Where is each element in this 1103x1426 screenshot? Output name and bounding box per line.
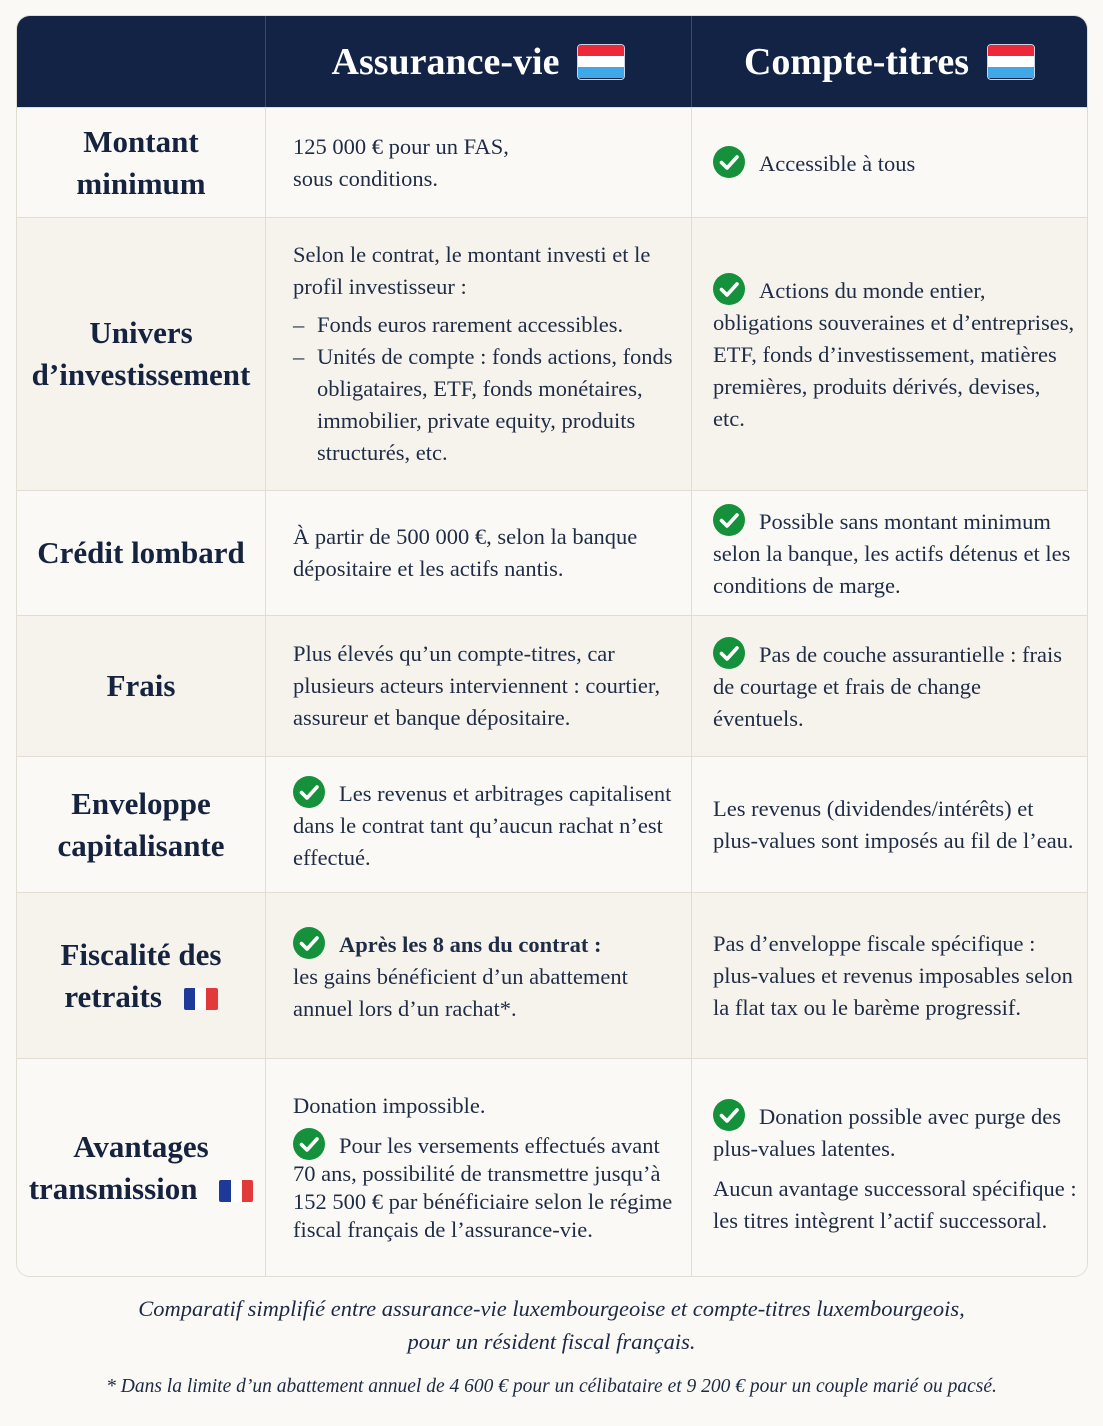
cell-enveloppe-compte-titres <box>691 756 1087 892</box>
cell-text: Plus élevés qu’un compte-titres, car plusieurs acteurs interviennent : courtier, assureur et banque dépositaire. <box>293 641 661 730</box>
table-caption <box>0 1292 1103 1358</box>
cell-text: Pas de couche assurantielle : frais de courtage et frais de change éventuels. <box>713 642 1063 731</box>
row-label-avantages-transmission <box>17 1058 265 1276</box>
france-flag-icon <box>184 988 218 1010</box>
cell-text: Accessible à tous <box>759 150 916 176</box>
cell-text: Les revenus et arbitrages capitalisent dans le contrat tant qu’aucun rachat n’est effectué. <box>293 780 672 870</box>
cell-enveloppe-assurance-vie <box>265 756 691 892</box>
check-circle-icon <box>713 504 745 536</box>
cell-transmission-compte-titres <box>691 1058 1087 1276</box>
check-circle-icon <box>713 1099 745 1131</box>
check-circle-icon <box>293 1128 325 1160</box>
row-label-text: Montant minimum <box>76 123 206 201</box>
cell-bold-text: Après les 8 ans du contrat : <box>339 931 602 957</box>
comparison-table <box>16 15 1088 1277</box>
luxembourg-flag-icon <box>577 44 625 80</box>
row-label-line: retraits <box>64 978 162 1014</box>
cell-text: Pour les versements effectués avant 70 ans, possibilité de transmettre jusqu’à 152 500 € par bénéficiaire selon le régime fiscal français de l’assurance-vie. <box>293 1132 673 1242</box>
cell-text: Donation possible avec purge des plus-values latentes. <box>713 1103 1062 1161</box>
row-label-line: d’investissement <box>31 357 251 392</box>
header-assurance-vie <box>265 16 691 107</box>
cell-intro-text: Donation impossible. <box>293 1092 486 1118</box>
list-item: – Unités de compte : fonds actions, fonds obligataires, ETF, fonds monétaires, immobilier, private equity, produits structurés, etc. <box>293 341 677 469</box>
row-label-line: capitalisante <box>57 827 225 863</box>
row-label-credit-lombard <box>17 490 265 615</box>
footnote: * Dans la limite d’un abattement annuel de 4 600 € pour un célibataire et 9 200 € pour un couple marié ou pacsé. <box>106 1376 997 1397</box>
cell-montant-minimum-assurance-vie <box>265 107 691 217</box>
cell-extra-text: Aucun avantage successoral spécifique : les titres intègrent l’actif successoral. <box>713 1175 1077 1233</box>
cell-frais-compte-titres <box>691 615 1087 756</box>
cell-text: les gains bénéficient d’un abattement annuel lors d’un rachat*. <box>293 963 628 1021</box>
caption-line: pour un résident fiscal français. <box>407 1329 696 1354</box>
cell-text: Actions du monde entier, obligations souveraines et d’entreprises, ETF, fonds d’investissement, matières premières, produits dérivés, devises, etc. <box>713 278 1075 431</box>
header-compte-titres <box>691 16 1087 107</box>
row-label-enveloppe-capitalisante <box>17 756 265 892</box>
row-label-line: transmission <box>28 1170 198 1206</box>
cell-text: Les revenus (dividendes/intérêts) et plus-values sont imposés au fil de l’eau. <box>713 795 1074 853</box>
cell-text-line: sous conditions. <box>293 165 439 191</box>
row-label-line: Enveloppe <box>71 785 211 821</box>
cell-fiscalite-assurance-vie <box>265 892 691 1058</box>
cell-fiscalite-compte-titres <box>691 892 1087 1058</box>
row-label-text: Crédit lombard <box>37 535 245 570</box>
row-label-line: Univers <box>89 315 193 350</box>
check-circle-icon <box>293 927 325 959</box>
caption-line: Comparatif simplifié entre assurance-vie luxembourgeoise et compte-titres luxembourgeois, <box>138 1296 965 1321</box>
header-title-compte-titres: Compte-titres <box>743 40 970 83</box>
cell-intro-text: Selon le contrat, le montant investi et le profil investisseur : <box>293 242 651 299</box>
cell-univers-assurance-vie <box>265 217 691 490</box>
cell-credit-lombard-assurance-vie <box>265 490 691 615</box>
list-item: – Fonds euros rarement accessibles. <box>293 309 677 341</box>
row-label-line: Avantages <box>73 1128 209 1164</box>
header-title-assurance-vie: Assurance-vie <box>331 40 560 83</box>
check-circle-icon <box>293 776 325 808</box>
cell-univers-compte-titres <box>691 217 1087 490</box>
cell-frais-assurance-vie <box>265 615 691 756</box>
france-flag-icon <box>219 1180 253 1202</box>
comparison-grid <box>17 16 1087 1276</box>
header-empty-cell <box>17 16 265 107</box>
row-label-line: Fiscalité des <box>60 936 222 972</box>
cell-credit-lombard-compte-titres <box>691 490 1087 615</box>
luxembourg-flag-icon <box>987 44 1035 80</box>
row-label-montant-minimum <box>17 107 265 217</box>
check-circle-icon <box>713 146 745 178</box>
cell-transmission-assurance-vie <box>265 1058 691 1276</box>
check-circle-icon <box>713 637 745 669</box>
row-label-fiscalite-retraits <box>17 892 265 1058</box>
check-circle-icon <box>713 273 745 305</box>
cell-text: Pas d’enveloppe fiscale spécifique : plus-values et revenus imposables selon la flat tax ou le barème progressif. <box>713 930 1073 1020</box>
row-label-frais <box>17 615 265 756</box>
row-label-univers-investissement <box>17 217 265 490</box>
cell-montant-minimum-compte-titres <box>691 107 1087 217</box>
row-label-text: Frais <box>106 668 176 703</box>
cell-text: Possible sans montant minimum selon la banque, les actifs détenus et les conditions de marge. <box>713 509 1071 598</box>
bullet-list <box>293 309 677 469</box>
cell-text-line: 125 000 € pour un FAS, <box>293 133 509 159</box>
cell-text: À partir de 500 000 €, selon la banque dépositaire et les actifs nantis. <box>293 524 638 581</box>
